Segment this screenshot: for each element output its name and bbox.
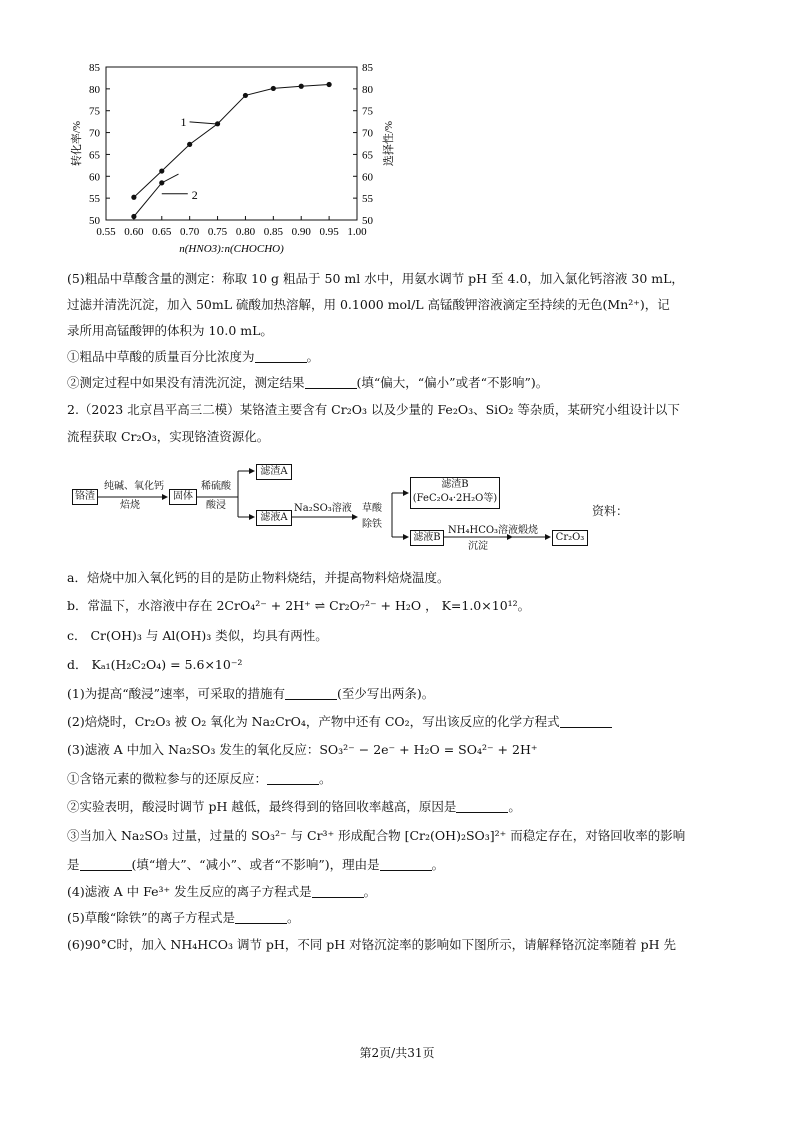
- question-4: [67, 883, 376, 901]
- series-line-2: [134, 174, 179, 216]
- question-3: (3)滤液 A 中加入 Na₂SO₃ 发生的氧化反应：SO₃²⁻ − 2e⁻ + H₂O = SO₄²⁻ + 2H⁺: [67, 742, 538, 757]
- question-3-1: [67, 770, 332, 788]
- flow-step6: 煅烧: [518, 525, 538, 536]
- flow-box-product: Cr₂O₃: [552, 530, 588, 546]
- flow-box-start: 铬渣: [72, 489, 98, 505]
- answer-blank[interactable]: [80, 858, 132, 871]
- flow-step4-bottom: 除铁: [362, 519, 382, 530]
- flow-box-filtrate-a: 滤液A: [256, 510, 292, 526]
- data-point: [131, 195, 136, 200]
- answer-blank[interactable]: [560, 715, 612, 728]
- data-point: [327, 82, 332, 87]
- series-2-label: 2: [191, 187, 198, 202]
- plot-frame: [106, 67, 357, 220]
- y-axis-label-right: 选择性/%: [383, 120, 395, 167]
- y-tick-label-left: 85: [89, 62, 100, 74]
- x-tick-label: 0.80: [235, 226, 256, 238]
- x-tick-label: 0.85: [263, 226, 283, 238]
- y-tick-label-right: 85: [362, 62, 373, 74]
- series-line-1: [134, 84, 329, 197]
- q5-sub1-end: 。: [306, 349, 320, 364]
- y-tick-label-left: 55: [89, 193, 100, 206]
- x-tick-label: 0.65: [152, 226, 172, 238]
- flow-box-residue-b: [410, 477, 500, 509]
- x-tick-label: 1.00: [347, 226, 367, 238]
- material-d: d． Kₐ₁(H₂C₂O₄) = 5.6×10⁻²: [67, 657, 243, 672]
- y-tick-label-right: 70: [362, 127, 373, 140]
- q5-intro: (5)粗品中草酸含量的测定：称取 10 g 粗品于 50 ml 水中，用氨水调节 pH 至 4.0，加入氯化钙溶液 30 mL，: [67, 271, 684, 286]
- question-4-text: (4)滤液 A 中 Fe³⁺ 发生反应的离子方程式是: [67, 884, 312, 899]
- question-4-end: 。: [363, 884, 377, 899]
- y-axis-label-left: 转化率/%: [71, 120, 83, 167]
- answer-blank[interactable]: [235, 911, 287, 924]
- answer-blank[interactable]: [285, 687, 337, 700]
- q5-sub2-text: ②测定过程中如果没有清洗沉淀，测定结果: [67, 375, 305, 390]
- flow-step5-bottom: 沉淀: [468, 541, 488, 552]
- question-1-text: (1)为提高“酸浸”速率，可采取的措施有: [67, 686, 285, 701]
- question-2: [67, 713, 612, 731]
- y-tick-label-right: 65: [362, 149, 373, 162]
- q2-line2: 流程获取 Cr₂O₃，实现铬渣资源化。: [67, 429, 270, 444]
- question-2-text: (2)焙烧时，Cr₂O₃ 被 O₂ 氧化为 Na₂CrO₄，产物中还有 CO₂，写出该反应的化学方程式: [67, 714, 560, 729]
- question-3-3b-mid: (填“增大”、“减小”、或者“不影响”)，理由是: [131, 857, 380, 872]
- y-tick-label-right: 50: [362, 215, 373, 227]
- y-tick-label-left: 70: [89, 127, 100, 140]
- x-tick-label: 0.75: [207, 226, 228, 238]
- answer-blank[interactable]: [267, 772, 319, 785]
- data-point: [159, 180, 164, 185]
- flow-step4-top: 草酸: [362, 503, 382, 514]
- question-3-3b-text: 是: [67, 857, 80, 872]
- question-3-2-end: 。: [508, 799, 521, 814]
- x-tick-label: 0.60: [124, 226, 144, 238]
- material-b: b．常温下，水溶液中存在 2CrO₄²⁻ + 2H⁺ ⇌ Cr₂O₇²⁻ + H₂O ， K=1.0×10¹²。: [67, 598, 531, 613]
- conversion-selectivity-chart: [0, 0, 794, 265]
- question-5-end: 。: [287, 910, 300, 925]
- y-tick-label-left: 75: [89, 105, 100, 118]
- flow-step5-top: NH₄HCO₃溶液: [448, 525, 519, 536]
- question-5-text: (5)草酸“除铁”的离子方程式是: [67, 910, 235, 925]
- q5-sub1-text: ①粗品中草酸的质量百分比浓度为: [67, 349, 255, 364]
- answer-blank[interactable]: [380, 858, 432, 871]
- data-point: [215, 121, 220, 126]
- q5-line2: 过滤并清洗沉淀，加入 50mL 硫酸加热溶解，用 0.1000 mol/L 高锰酸钾溶液滴定至持续的无色(Mn²⁺)，记: [67, 297, 670, 312]
- question-3-3b: [67, 856, 444, 874]
- q5-sub2-end: (填“偏大，“偏小”或者“不影响”)。: [356, 375, 549, 390]
- data-point: [159, 168, 164, 173]
- data-point: [131, 214, 136, 219]
- q5-sub2: [67, 374, 548, 392]
- series-1-leader: [190, 122, 216, 124]
- answer-blank[interactable]: [255, 350, 307, 363]
- y-tick-label-left: 60: [89, 171, 100, 184]
- y-tick-label-right: 80: [362, 83, 373, 96]
- y-tick-label-left: 65: [89, 149, 100, 162]
- answer-blank[interactable]: [456, 800, 508, 813]
- answer-blank[interactable]: [305, 376, 357, 389]
- material-a: a．焙烧中加入氧化钙的目的是防止物料烧结，并提高物料焙烧温度。: [67, 570, 450, 585]
- question-3-2: [67, 798, 521, 816]
- question-5: [67, 909, 300, 927]
- data-point: [243, 93, 248, 98]
- x-axis-label: n(HNO3):n(CHOCHO): [179, 243, 284, 255]
- x-tick-label: 0.55: [96, 226, 116, 238]
- flow-residue-b-note: (FeC₂O₄·2H₂O等): [412, 493, 498, 504]
- question-1-end: (至少写出两条)。: [337, 686, 435, 701]
- answer-blank[interactable]: [312, 885, 364, 898]
- question-3-2-text: ②实验表明，酸浸时调节 pH 越低，最终得到的铬回收率越高，原因是: [67, 799, 457, 814]
- data-point: [187, 142, 192, 147]
- flow-step1-top: 纯碱、氧化钙: [104, 481, 164, 492]
- y-tick-label-left: 80: [89, 83, 100, 96]
- flow-step3: Na₂SO₃溶液: [294, 503, 352, 514]
- question-3-3b-end: 。: [431, 857, 445, 872]
- flow-step1-bottom: 焙烧: [120, 500, 140, 511]
- x-tick-label: 0.95: [319, 226, 339, 238]
- y-tick-label-right: 75: [362, 105, 373, 118]
- y-tick-label-left: 50: [89, 215, 100, 227]
- process-flowchart: [0, 455, 794, 555]
- q5-sub1: [67, 348, 319, 366]
- y-tick-label-right: 60: [362, 171, 373, 184]
- question-6: (6)90°C时，加入 NH₄HCO₃ 调节 pH，不同 pH 对铬沉淀率的影响如下图所示，请解释铬沉淀率随着 pH 先: [67, 937, 677, 952]
- flow-box-filtrate-b: 滤液B: [410, 530, 444, 546]
- question-1: [67, 685, 434, 703]
- question-3-1-end: 。: [319, 771, 332, 786]
- series-1-label: 1: [180, 114, 187, 129]
- x-tick-label: 0.90: [291, 226, 311, 238]
- data-point: [271, 86, 276, 91]
- y-tick-label-right: 55: [362, 193, 373, 206]
- q5-line3: 录所用高锰酸钾的体积为 10.0 mL。: [67, 323, 273, 338]
- question-3-3a: ③当加入 Na₂SO₃ 过量，过量的 SO₃²⁻ 与 Cr³⁺ 形成配合物 [Cr₂(OH)₂SO₃]²⁺ 而稳定存在，对铬回收率的影响: [67, 828, 686, 843]
- material-c: c． Cr(OH)₃ 与 Al(OH)₃ 类似，均具有两性。: [67, 628, 328, 643]
- materials-label: 资料：: [592, 504, 629, 518]
- flow-step2-top: 稀硫酸: [201, 481, 231, 492]
- flow-box-solid: 固体: [169, 489, 197, 505]
- q2-line1: 2.（2023 北京昌平高三二模）某铬渣主要含有 Cr₂O₃ 以及少量的 Fe₂O₃、SiO₂ 等杂质，某研究小组设计以下: [67, 402, 680, 417]
- page-footer: 第2页/共31页: [359, 1046, 435, 1060]
- question-3-1-text: ①含铬元素的微粒参与的还原反应：: [67, 771, 268, 786]
- flow-step2-bottom: 酸浸: [206, 500, 226, 511]
- x-tick-label: 0.70: [180, 226, 200, 238]
- flow-residue-b-label: 滤渣B: [441, 479, 469, 490]
- data-point: [299, 84, 304, 89]
- flow-box-residue-a: 滤渣A: [256, 464, 292, 480]
